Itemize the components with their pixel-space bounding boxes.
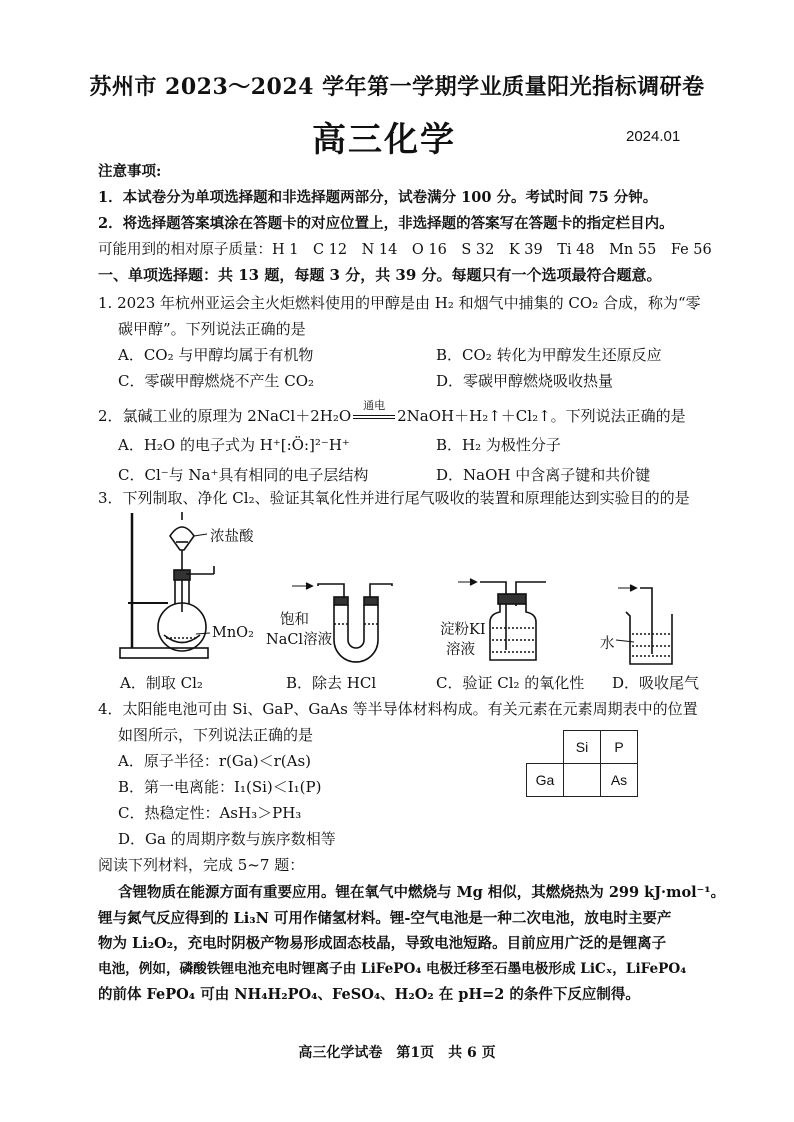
stopper-b-right [364, 597, 378, 605]
cell-ga: Ga [527, 764, 564, 797]
reading-heading: 阅读下列材料，完成 5~7 题： [98, 856, 305, 874]
notes-heading: 注意事项: [98, 163, 162, 180]
q3-option-a: A．制取 Cl₂ [120, 674, 203, 692]
q1-stem-line2: 碳甲醇”。下列说法正确的是 [118, 320, 306, 338]
arrow-head-c [470, 579, 476, 585]
label-conc-hcl: 浓盐酸 [210, 529, 254, 545]
separatory-funnel [170, 527, 194, 550]
q1-option-b: B．CO₂ 转化为甲醇发生还原反应 [436, 346, 662, 364]
delivery-tube-d [640, 588, 652, 654]
q1-option-c: C．零碳甲醇燃烧不产生 CO₂ [118, 372, 315, 390]
q2-option-b: B．H₂ 为极性分子 [436, 436, 561, 454]
reading-line-1: 含锂物质在能源方面有重要应用。锂在氧气中燃烧与 Mg 相似，其燃烧热为 299 kJ·mol⁻¹。 [118, 884, 726, 901]
q4-option-a: A．原子半径：r(Ga)＜r(As) [118, 752, 312, 770]
q4-option-c: C．热稳定性：AsH₃＞PH₃ [118, 804, 302, 822]
q3-option-c: C．验证 Cl₂ 的氧化性 [436, 674, 585, 692]
page-footer: 高三化学试卷 第1页 共 6 页 [298, 1045, 496, 1061]
q3-stem: 3．下列制取、净化 Cl₂、验证其氧化性并进行尾气吸收的装置和原理能达到实验目的的是 [98, 489, 690, 507]
stopper-b-left [334, 597, 348, 605]
label-sat-nacl-1: 饱和 [280, 612, 309, 628]
reading-line-2: 锂与氮气反应得到的 Li₃N 可用作储氢材料。锂-空气电池是一种二次电池，放电时主要产 [98, 909, 672, 927]
label-mno2: MnO₂ [212, 625, 254, 641]
q2-option-d: D．NaOH 中含离子键和共价键 [436, 466, 651, 484]
arrow-head-d [630, 585, 636, 591]
periodic-table-fragment [526, 730, 638, 797]
q2-condition: 通电 [363, 399, 386, 412]
q1-option-a: A．CO₂ 与甲醇均属于有机物 [118, 346, 314, 364]
q3-option-b: B．除去 HCl [286, 674, 377, 692]
q4-stem-line1: 4．太阳能电池可由 Si、GaP、GaAs 等半导体材料构成。有关元素在元素周期表中的位置 [98, 700, 698, 718]
label-sat-nacl-2: NaCl溶液 [266, 632, 333, 648]
note-item-2: 2．将选择题答案填涂在答题卡的对应位置上，非选择题的答案写在答题卡的指定栏目内。 [98, 215, 674, 232]
exam-date: 2024.01 [626, 128, 681, 145]
leader-hcl [194, 534, 207, 536]
apparatus-d [616, 585, 672, 664]
leader-water [616, 640, 634, 642]
reading-line-5: 的前体 FePO₄ 可由 NH₄H₂PO₄、FeSO₄、H₂O₂ 在 pH=2 的条件下反应制得。 [98, 986, 640, 1003]
q4-option-d: D．Ga 的周期序数与族序数相等 [118, 830, 336, 848]
q2-stem-pre: 2．氯碱工业的原理为 2NaCl＋2H₂O [98, 407, 352, 425]
stopper-c [498, 594, 526, 604]
reading-line-3: 物为 Li₂O₂，充电时阴极产物易形成固态枝晶，导致电池短路。目前应用广泛的是锂离子 [98, 935, 667, 952]
reading-passage [98, 880, 726, 1008]
q2-option-a-label: A．H₂O 的电子式为 [118, 436, 255, 454]
cell-empty-top [527, 731, 564, 764]
cell-si: Si [564, 731, 601, 764]
stand-base [120, 648, 208, 658]
q3-option-d: D．吸收尾气 [612, 674, 700, 692]
cell-as: As [601, 764, 638, 797]
leader-mno2 [196, 633, 210, 634]
q4-option-b: B．第一电离能：I₁(Si)＜I₁(P) [118, 778, 322, 796]
label-starch-ki-2: 溶液 [446, 642, 475, 658]
reading-line-4: 电池，例如，磷酸铁锂电池充电时锂离子由 LiFePO₄ 电极迁移至石墨电极形成 LiCₓ，LiFePO₄ [98, 960, 687, 977]
arrow-head-b [306, 583, 312, 589]
label-water: 水 [600, 636, 615, 652]
q2-electron-formula: H⁺[:Ö:]²⁻H⁺ [259, 436, 350, 454]
cell-p: P [601, 731, 638, 764]
flask-stopper [174, 570, 190, 580]
label-starch-ki-1: 淀粉KI [440, 622, 486, 638]
atomic-masses: 可能用到的相对原子质量：H 1 C 12 N 14 O 16 S 32 K 39 Ti 48 Mn 55 Fe 56 [98, 242, 712, 258]
q4-stem-line2: 如图所示，下列说法正确的是 [118, 726, 314, 744]
q2-stem-post: 2NaOH＋H₂↑＋Cl₂↑。下列说法正确的是 [397, 407, 686, 425]
q2-option-c: C．Cl⁻与 Na⁺具有相同的电子层结构 [118, 466, 369, 484]
note-item-1: 1．本试卷分为单项选择题和非选择题两部分，试卷满分 100 分。考试时间 75 分钟。 [98, 189, 658, 206]
section-heading: 一、单项选择题：共 13 题，每题 3 分，共 39 分。每题只有一个选项最符合题意。 [98, 266, 662, 284]
q1-stem-line1: 1. 2023 年杭州亚运会主火炬燃料使用的甲醇是由 H₂ 和烟气中捕集的 CO₂ 合成，称为“零 [98, 294, 701, 312]
subject-title: 高三化学 [312, 120, 456, 160]
exam-title: 苏州市 2023～2024 学年第一学期学业质量阳光指标调研卷 [89, 74, 705, 100]
apparatus-a [120, 512, 214, 658]
u-tube-outer [334, 605, 378, 662]
q1-option-d: D．零碳甲醇燃烧吸收热量 [436, 372, 614, 390]
cell-empty-mid [564, 764, 601, 797]
u-tube-inner [348, 605, 364, 648]
